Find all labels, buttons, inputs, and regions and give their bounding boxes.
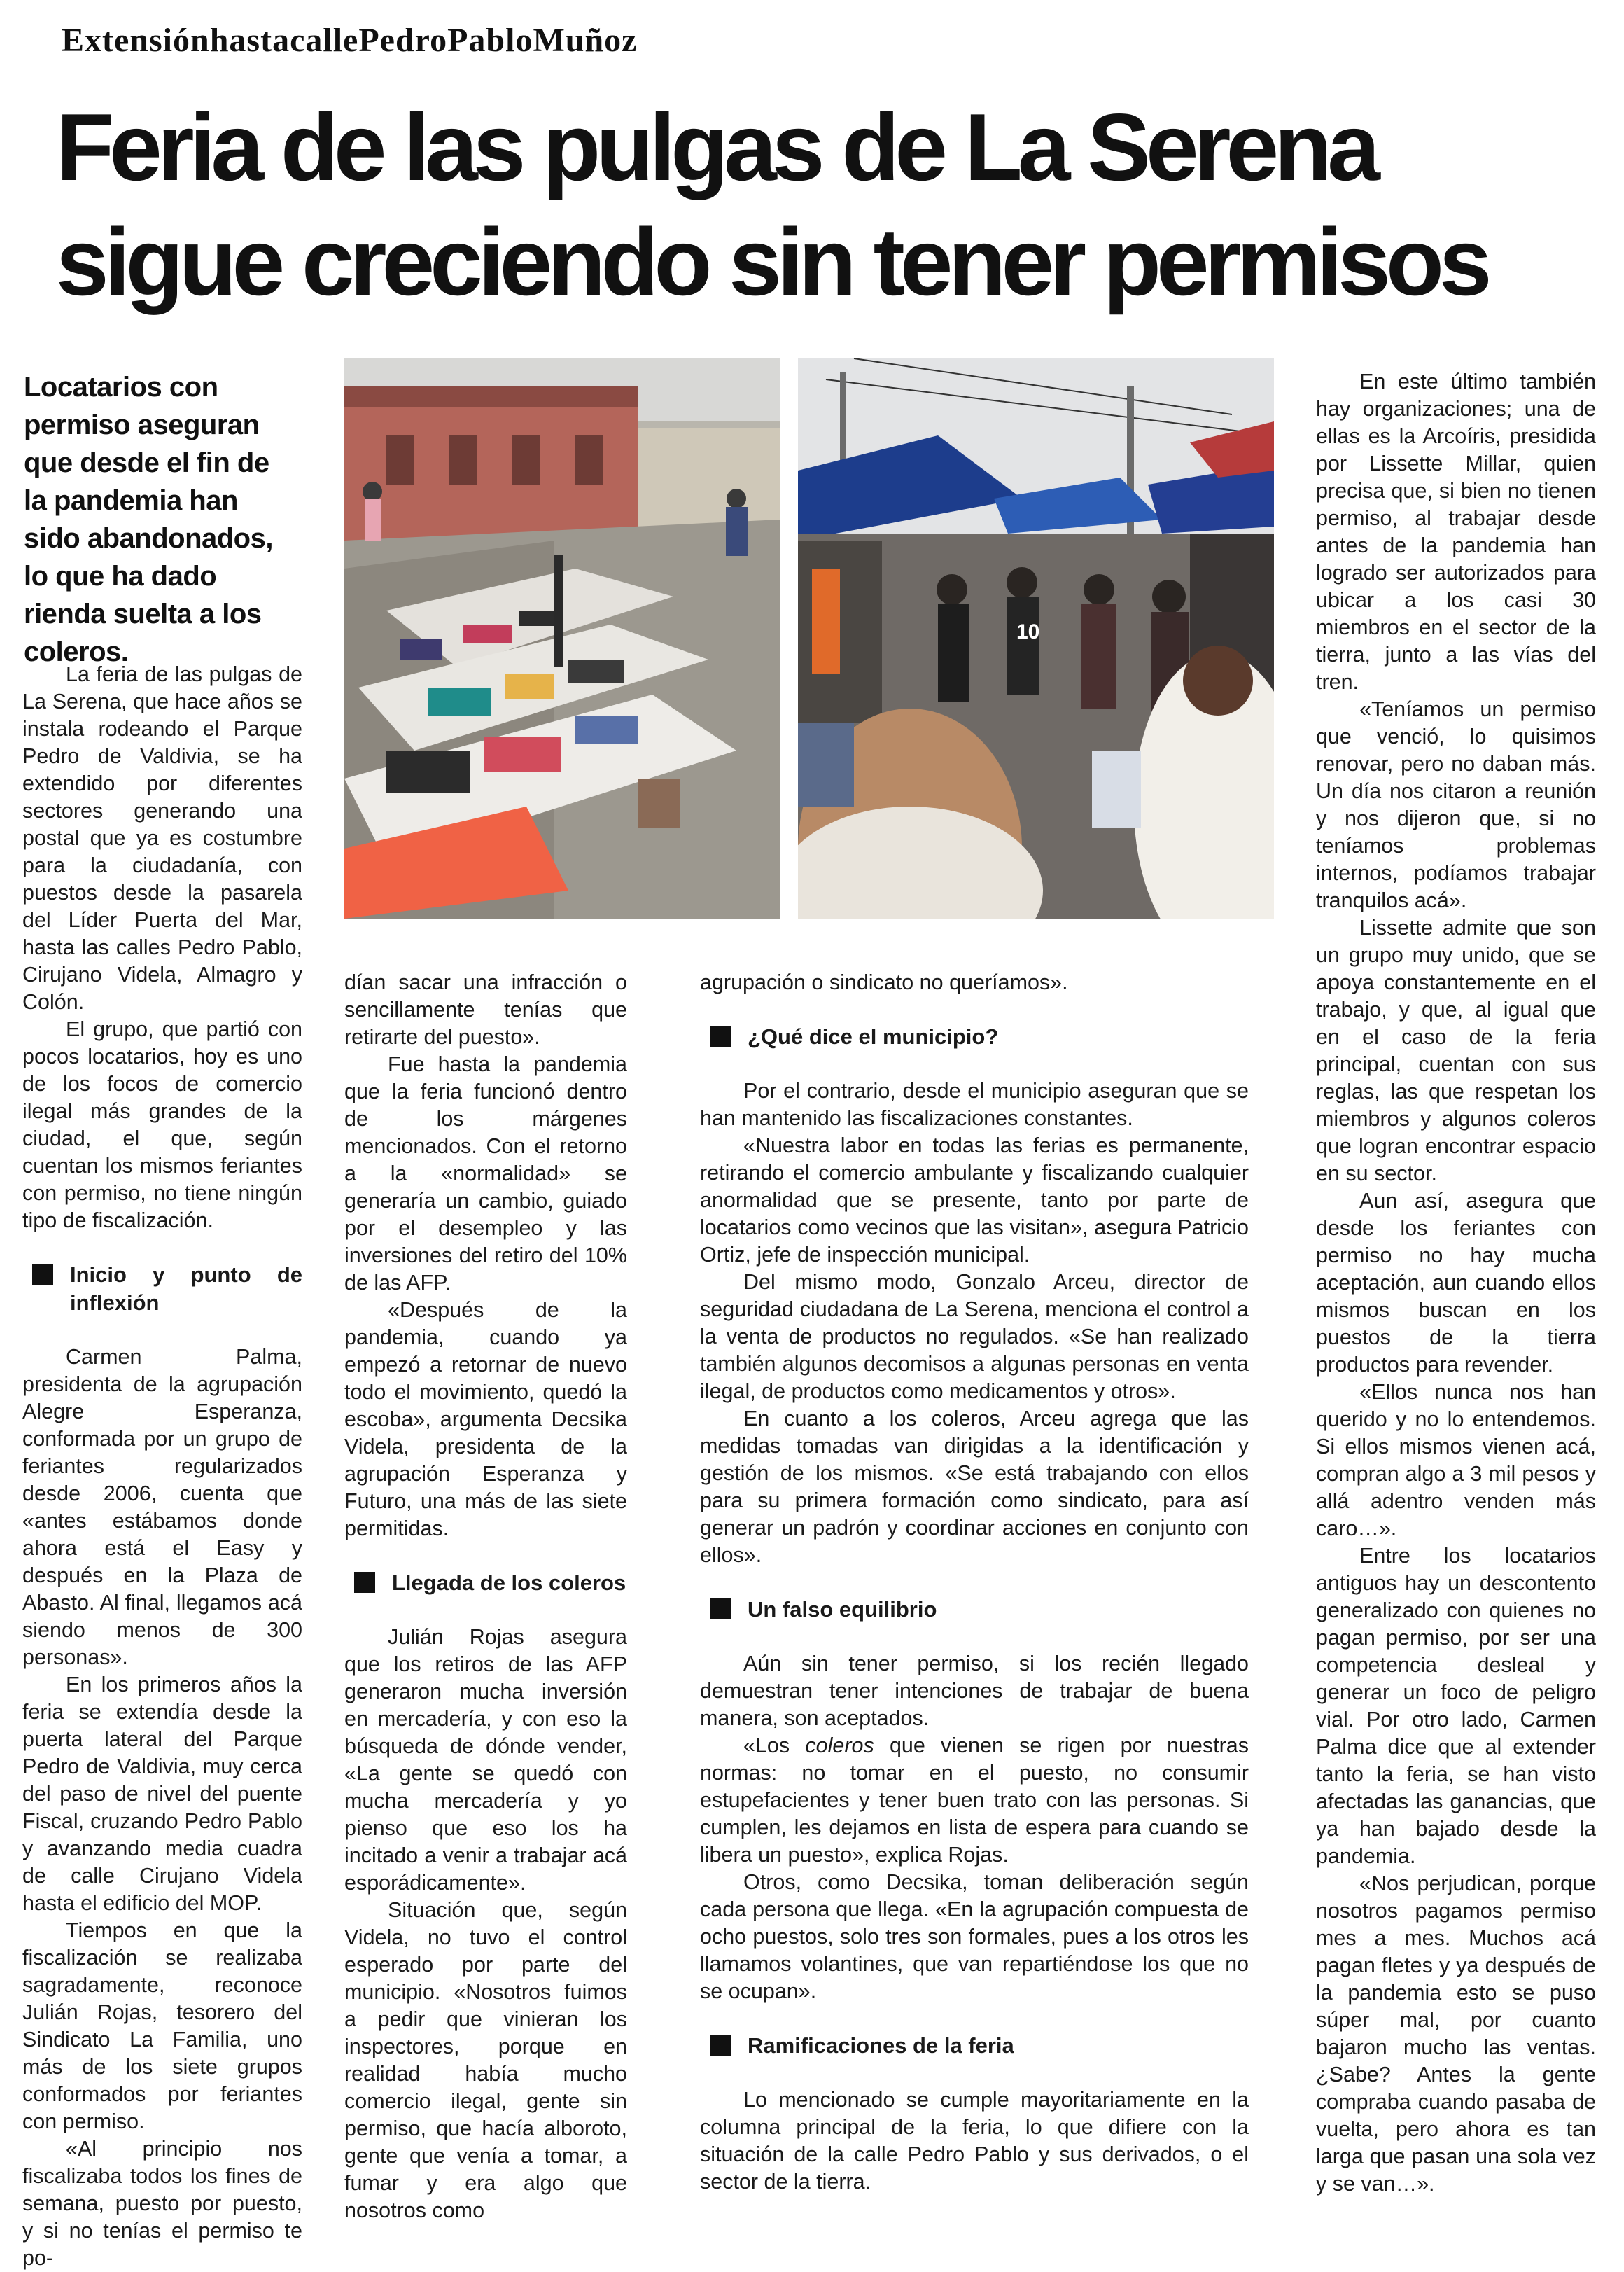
subheading-equilibrio	[700, 1596, 1249, 1624]
paragraph: «Teníamos un permiso que venció, lo quisimos renovar, pero no daban más. Un día nos citaron a reunión y nos dijeron que, si no teníamos problemas internos, podíamos trabajar tranquilos acá».	[1316, 697, 1596, 912]
subheading-inicio	[22, 1261, 302, 1317]
article-column-2	[344, 969, 627, 2224]
text-run: que vienen se rigen por nuestras normas: no tomar en el puesto, no consumir estupefacientes y tener buen trato con las personas. Si cumplen, les dejamos en lista de espera para cuando se libera un puesto», explica Rojas.	[700, 1734, 1249, 1867]
paragraph: Aún sin tener permiso, si los recién llegado demuestran tener intenciones de trabajar de buena manera, son aceptados.	[700, 1652, 1249, 1730]
headline-line-2: sigue creciendo sin tener permisos	[56, 209, 1488, 315]
paragraph: En este último también hay organizaciones; una de ellas es la Arcoíris, presidida por Lissette Millar, quien precisa que, si bien no tienen permiso, al trabajar desde antes de la pandemia han logrado ser autorizados para ubicar a los casi 30 miembros en el sector de la tierra, junto a las vías del tren.	[1316, 370, 1596, 694]
paragraph: «Al principio nos fiscalizaba todos los fines de semana, puesto por puesto, y si no tenías el permiso te po-	[22, 2137, 302, 2270]
paragraph: Del mismo modo, Gonzalo Arceu, director de seguridad ciudadana de La Serena, menciona el control a la venta de productos no regulados. «Se han realizado también algunos decomisos a algunas personas en venta ilegal, de productos como medicamentos y otros».	[700, 1270, 1249, 1403]
paragraph: Fue hasta la pandemia que la feria funcionó dentro de los márgenes mencionados. Con el retorno a la «normalidad» se generaría un cambio, guiado por el desempleo y las inversiones del retiro del 10% de las AFP.	[344, 1052, 627, 1295]
photo-tents-crowd-image	[798, 358, 1274, 919]
paragraph: En los primeros años la feria se extendía desde la puerta lateral del Parque Pedro de Valdivia, muy cerca del paso de nivel del puente Fiscal, cruzando Pedro Pablo y avanzando media cuadra de calle Cirujano Videla hasta el edificio del MOP.	[22, 1673, 302, 1915]
photo-vendors-clothes	[344, 358, 780, 919]
subheading-text: ¿Qué dice el municipio?	[748, 1024, 999, 1049]
text-run-italic: coleros	[805, 1734, 874, 1757]
paragraph: Lo mencionado se cumple mayoritariamente en la columna principal de la feria, lo que difiere con la situación de la calle Pedro Pablo y sus derivados, o el sector de la tierra.	[700, 2088, 1249, 2194]
headline-line-1: Feria de las pulgas de La Serena	[56, 94, 1376, 200]
paragraph: Tiempos en que la fiscalización se realizaba sagradamente, reconoce Julián Rojas, tesorero del Sindicato La Familia, uno más de los siete grupos conformados por feriantes con permiso.	[22, 1918, 302, 2133]
subheading-text: Ramificaciones de la feria	[748, 2033, 1014, 2058]
paragraph: «Después de la pandemia, cuando ya empezó a retornar de nuevo todo el movimiento, quedó la escoba», argumenta Decsika Videla, presidenta de la agrupación Esperanza y Futuro, una más de las siete permitidas.	[344, 1298, 627, 1540]
kicker: ExtensiónhastacallePedroPabloMuñoz	[62, 22, 638, 59]
article-column-3	[700, 969, 1249, 2196]
square-bullet-icon	[710, 2035, 731, 2056]
subheading-text: Inicio y punto de inflexión	[70, 1262, 302, 1315]
photo-tents-crowd	[798, 358, 1274, 919]
paragraph	[700, 1732, 1249, 1869]
paragraph: Otros, como Decsika, toman deliberación según cada persona que llega. «En la agrupación compuesta de ocho puestos, solo tres son formales, pues a los otros les llamamos volantines, que van repartiéndose los que no se ocupan».	[700, 1870, 1249, 2003]
paragraph: dían sacar una infracción o sencillamente tenías que retirarte del puesto».	[344, 970, 627, 1049]
paragraph: Por el contrario, desde el municipio aseguran que se han mantenido las fiscalizaciones constantes.	[700, 1079, 1249, 1130]
square-bullet-icon	[32, 1264, 53, 1285]
svg-text:10: 10	[1016, 620, 1040, 643]
paragraph: Situación que, según Videla, no tuvo el control esperado por parte del municipio. «Nosotros fuimos a pedir que vinieran los inspectores, porque en realidad había mucho comercio ilegal, gente sin permiso, que hacía alboroto, gente que venía a tomar, a fumar y era algo que nosotros como	[344, 1898, 627, 2222]
paragraph: «Nos perjudican, porque nosotros pagamos permiso mes a mes. Muchos acá pagan fletes y ya después de la pandemia esto se puso súper mal, por cuanto bajaron mucho las ventas. ¿Sabe? Antes la gente compraba cuando pasaba de vuelta, pero ahora es tan larga que pasan una sola vez y se van…».	[1316, 1872, 1596, 2196]
square-bullet-icon	[710, 1026, 731, 1047]
photo-vendors-clothes-image	[344, 358, 780, 919]
paragraph: Aun así, asegura que desde los feriantes con permiso no hay mucha aceptación, aun cuando ellos mismos buscan en los puestos de la tierra productos para revender.	[1316, 1189, 1596, 1377]
paragraph: Entre los locatarios antiguos hay un descontento generalizado con quienes no pagan permiso, por ser una competencia desleal y generar un foco de peligro vial. Por otro lado, Carmen Palma dice que al extender tanto la feria, se han visto afectadas las ganancias, que ya han bajado desde la pandemia.	[1316, 1544, 1596, 1868]
paragraph: «Ellos nunca nos han querido y no lo entendemos. Si ellos mismos vienen acá, compran algo a 3 mil pesos y allá adentro venden más caro…».	[1316, 1380, 1596, 1540]
paragraph: Julián Rojas asegura que los retiros de las AFP generaron mucha inversión en mercadería, y con eso la búsqueda de dónde vender, «La gente se quedó con mucha mercadería y yo pienso que eso los ha incitado a venir a trabajar acá esporádicamente».	[344, 1625, 627, 1895]
paragraph: Carmen Palma, presidenta de la agrupación Alegre Esperanza, conformada por un grupo de feriantes regularizados desde 2006, cuenta que «antes estábamos donde ahora está el Easy y después en la Plaza de Abasto. Al final, llegamos acá siendo menos de 300 personas».	[22, 1345, 302, 1669]
paragraph: Lissette admite que son un grupo muy unido, que se apoya constantemente en el trabajo, y que, al igual que en el caso de la feria principal, cuentan con sus reglas, las que respetan los miembros y algunos coleros que logran encontrar espacio en su sector.	[1316, 916, 1596, 1185]
subheading-ramificaciones	[700, 2032, 1249, 2060]
headline	[56, 90, 1568, 319]
paragraph: El grupo, que partió con pocos locatarios, hoy es uno de los focos de comercio ilegal más grandes de la ciudad, el que, según cuentan los mismos feriantes con permiso, no tiene ningún tipo de fiscalización.	[22, 1017, 302, 1232]
article-column-1	[22, 661, 302, 2272]
text-run: «Los	[743, 1734, 806, 1757]
paragraph: En cuanto a los coleros, Arceu agrega que las medidas tomadas van dirigidas a la identificación y gestión de los mismos. «Se está trabajando con ellos para su primera formación como sindicato, para así generar un padrón y coordinar acciones en conjunto con ellos».	[700, 1407, 1249, 1567]
paragraph: «Nuestra labor en todas las ferias es permanente, retirando el comercio ambulante y fiscalizando cualquier anormalidad que se presente, tanto por parte de locatarios como vecinos que las visitan», asegura Patricio Ortiz, jefe de inspección municipal.	[700, 1134, 1249, 1267]
square-bullet-icon	[710, 1598, 731, 1619]
paragraph: La feria de las pulgas de La Serena, que hace años se instala rodeando el Parque Pedro de Valdivia, se ha extendido por diferentes sectores generando una postal que ya es costumbre para la ciudadanía, con puestos desde la pasarela del Líder Puerta del Mar, hasta las calles Pedro Pablo, Cirujano Videla, Almagro y Colón.	[22, 662, 302, 1014]
deck-lead: Locatarios con permiso aseguran que desde el fin de la pandemia han sido abandonados, lo que ha dado rienda suelta a los coleros.	[24, 372, 273, 667]
subheading-text: Un falso equilibrio	[748, 1597, 937, 1622]
square-bullet-icon	[354, 1572, 375, 1593]
subheading-llegada	[344, 1569, 627, 1597]
subheading-text: Llegada de los coleros	[392, 1570, 626, 1595]
subheading-municipio	[700, 1023, 1249, 1051]
article-column-4	[1316, 368, 1596, 2198]
paragraph: agrupación o sindicato no queríamos».	[700, 970, 1068, 994]
